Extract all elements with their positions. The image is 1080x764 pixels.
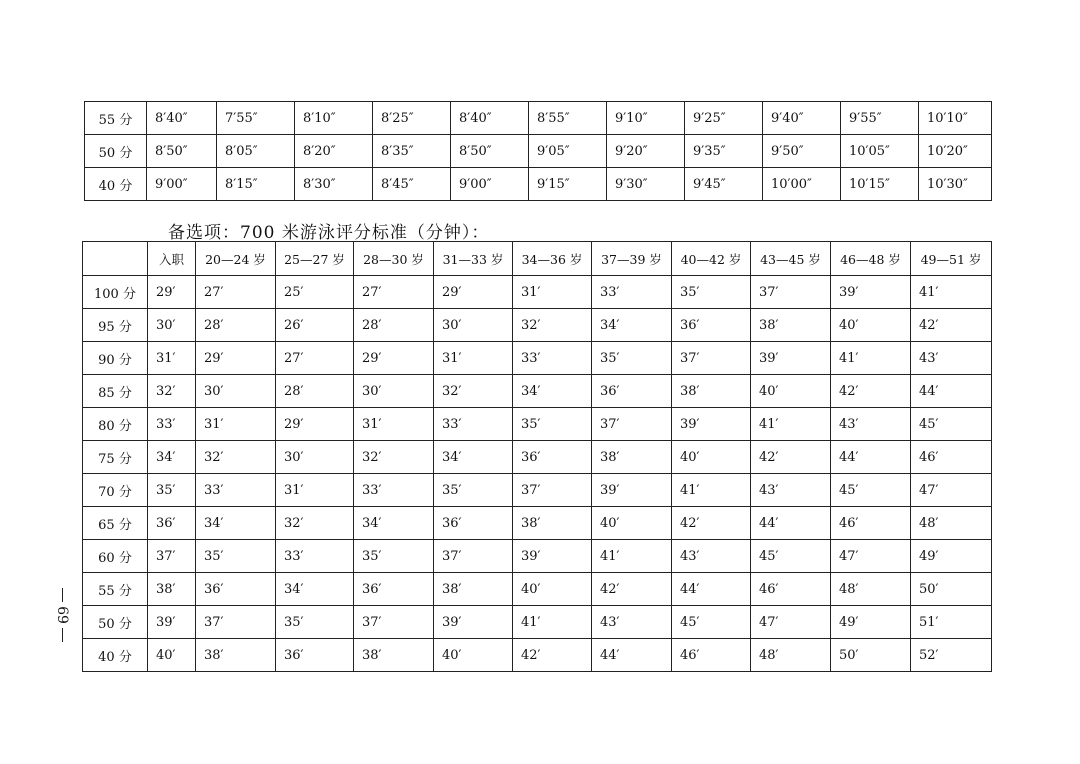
table-row xyxy=(83,573,992,606)
time-value-cell: 46′ xyxy=(831,507,911,540)
table-row xyxy=(83,342,992,375)
time-value-cell: 37′ xyxy=(148,540,196,573)
time-value-cell: 30′ xyxy=(434,309,513,342)
time-value-cell: 40′ xyxy=(513,573,592,606)
time-value-cell: 9′45″ xyxy=(685,168,763,201)
time-value-cell: 29′ xyxy=(276,408,354,441)
time-value-cell: 8′45″ xyxy=(373,168,451,201)
time-value-cell: 9′00″ xyxy=(147,168,217,201)
time-value-cell: 29′ xyxy=(354,342,434,375)
score-label-cell: 40 分 xyxy=(85,168,147,201)
table-row xyxy=(85,168,992,201)
time-value-cell: 33′ xyxy=(354,474,434,507)
time-value-cell: 8′50″ xyxy=(147,135,217,168)
page-number-value: 69 xyxy=(53,606,70,624)
time-value-cell: 42′ xyxy=(513,639,592,672)
table-row xyxy=(83,606,992,639)
time-value-cell: 29′ xyxy=(434,276,513,309)
column-header: 49—51 岁 xyxy=(911,242,992,276)
time-value-cell: 46′ xyxy=(672,639,751,672)
time-value-cell: 7′55″ xyxy=(217,102,295,135)
time-value-cell: 44′ xyxy=(831,441,911,474)
time-value-cell: 30′ xyxy=(196,375,276,408)
time-value-cell: 47′ xyxy=(751,606,831,639)
time-value-cell: 27′ xyxy=(276,342,354,375)
score-label-cell: 100 分 xyxy=(83,276,148,309)
time-value-cell: 40′ xyxy=(434,639,513,672)
time-value-cell: 8′10″ xyxy=(295,102,373,135)
time-value-cell: 38′ xyxy=(513,507,592,540)
time-value-cell: 35′ xyxy=(513,408,592,441)
time-value-cell: 33′ xyxy=(276,540,354,573)
table-row xyxy=(85,135,992,168)
time-value-cell: 37′ xyxy=(354,606,434,639)
time-value-cell: 45′ xyxy=(751,540,831,573)
time-value-cell: 26′ xyxy=(276,309,354,342)
time-value-cell: 10′00″ xyxy=(763,168,841,201)
time-value-cell: 8′35″ xyxy=(373,135,451,168)
time-value-cell: 10′30″ xyxy=(919,168,992,201)
time-value-cell: 33′ xyxy=(592,276,672,309)
time-value-cell: 27′ xyxy=(196,276,276,309)
table-row xyxy=(83,441,992,474)
time-value-cell: 34′ xyxy=(148,441,196,474)
score-label-cell: 55 分 xyxy=(83,573,148,606)
time-value-cell: 8′05″ xyxy=(217,135,295,168)
time-value-cell: 34′ xyxy=(196,507,276,540)
time-value-cell: 50′ xyxy=(911,573,992,606)
time-value-cell: 35′ xyxy=(672,276,751,309)
time-value-cell: 8′50″ xyxy=(451,135,529,168)
table-row xyxy=(83,639,992,672)
column-header: 34—36 岁 xyxy=(513,242,592,276)
time-value-cell: 34′ xyxy=(354,507,434,540)
header-row xyxy=(83,242,992,276)
page-number-dash xyxy=(62,588,63,602)
time-value-cell: 31′ xyxy=(196,408,276,441)
time-value-cell: 32′ xyxy=(148,375,196,408)
section-title: 备选项：700 米游泳评分标准（分钟）： xyxy=(168,223,490,243)
time-value-cell: 33′ xyxy=(513,342,592,375)
time-value-cell: 37′ xyxy=(196,606,276,639)
table-row xyxy=(83,276,992,309)
time-value-cell: 40′ xyxy=(148,639,196,672)
score-label-cell: 70 分 xyxy=(83,474,148,507)
time-value-cell: 9′25″ xyxy=(685,102,763,135)
time-value-cell: 37′ xyxy=(751,276,831,309)
time-value-cell: 49′ xyxy=(911,540,992,573)
table-row xyxy=(83,507,992,540)
time-value-cell: 28′ xyxy=(196,309,276,342)
time-value-cell: 36′ xyxy=(276,639,354,672)
time-value-cell: 28′ xyxy=(276,375,354,408)
time-value-cell: 30′ xyxy=(276,441,354,474)
time-value-cell: 8′20″ xyxy=(295,135,373,168)
time-value-cell: 51′ xyxy=(911,606,992,639)
table-row xyxy=(83,309,992,342)
column-header: 入职 xyxy=(148,242,196,276)
time-value-cell: 8′15″ xyxy=(217,168,295,201)
time-value-cell: 9′40″ xyxy=(763,102,841,135)
column-header: 40—42 岁 xyxy=(672,242,751,276)
time-value-cell: 27′ xyxy=(354,276,434,309)
time-value-cell: 25′ xyxy=(276,276,354,309)
time-value-cell: 43′ xyxy=(831,408,911,441)
time-value-cell: 29′ xyxy=(148,276,196,309)
time-value-cell: 35′ xyxy=(592,342,672,375)
running-score-table xyxy=(84,101,992,201)
time-value-cell: 34′ xyxy=(434,441,513,474)
time-value-cell: 36′ xyxy=(434,507,513,540)
time-value-cell: 28′ xyxy=(354,309,434,342)
time-value-cell: 44′ xyxy=(672,573,751,606)
time-value-cell: 44′ xyxy=(911,375,992,408)
time-value-cell: 40′ xyxy=(831,309,911,342)
time-value-cell: 50′ xyxy=(831,639,911,672)
time-value-cell: 43′ xyxy=(672,540,751,573)
time-value-cell: 52′ xyxy=(911,639,992,672)
time-value-cell: 38′ xyxy=(196,639,276,672)
time-value-cell: 10′20″ xyxy=(919,135,992,168)
time-value-cell: 31′ xyxy=(354,408,434,441)
time-value-cell: 48′ xyxy=(751,639,831,672)
time-value-cell: 35′ xyxy=(434,474,513,507)
column-header: 31—33 岁 xyxy=(434,242,513,276)
column-header: 20—24 岁 xyxy=(196,242,276,276)
corner-cell xyxy=(83,242,148,276)
time-value-cell: 33′ xyxy=(148,408,196,441)
score-label-cell: 75 分 xyxy=(83,441,148,474)
time-value-cell: 9′50″ xyxy=(763,135,841,168)
time-value-cell: 44′ xyxy=(592,639,672,672)
table-row xyxy=(85,102,992,135)
time-value-cell: 36′ xyxy=(672,309,751,342)
time-value-cell: 32′ xyxy=(196,441,276,474)
time-value-cell: 31′ xyxy=(276,474,354,507)
time-value-cell: 36′ xyxy=(196,573,276,606)
time-value-cell: 41′ xyxy=(592,540,672,573)
swim-score-table xyxy=(82,241,992,672)
score-label-cell: 95 分 xyxy=(83,309,148,342)
time-value-cell: 40′ xyxy=(672,441,751,474)
time-value-cell: 32′ xyxy=(354,441,434,474)
time-value-cell: 43′ xyxy=(592,606,672,639)
column-header: 28—30 岁 xyxy=(354,242,434,276)
time-value-cell: 45′ xyxy=(672,606,751,639)
time-value-cell: 33′ xyxy=(196,474,276,507)
time-value-cell: 9′10″ xyxy=(607,102,685,135)
time-value-cell: 42′ xyxy=(751,441,831,474)
time-value-cell: 39′ xyxy=(148,606,196,639)
time-value-cell: 9′15″ xyxy=(529,168,607,201)
time-value-cell: 45′ xyxy=(911,408,992,441)
time-value-cell: 38′ xyxy=(434,573,513,606)
score-label-cell: 40 分 xyxy=(83,639,148,672)
score-label-cell: 55 分 xyxy=(85,102,147,135)
time-value-cell: 42′ xyxy=(831,375,911,408)
time-value-cell: 31′ xyxy=(434,342,513,375)
score-label-cell: 50 分 xyxy=(83,606,148,639)
time-value-cell: 42′ xyxy=(672,507,751,540)
time-value-cell: 34′ xyxy=(592,309,672,342)
score-label-cell: 90 分 xyxy=(83,342,148,375)
time-value-cell: 8′30″ xyxy=(295,168,373,201)
swim-score-table-body xyxy=(83,242,992,672)
time-value-cell: 41′ xyxy=(751,408,831,441)
time-value-cell: 42′ xyxy=(911,309,992,342)
time-value-cell: 37′ xyxy=(592,408,672,441)
time-value-cell: 41′ xyxy=(513,606,592,639)
time-value-cell: 41′ xyxy=(831,342,911,375)
time-value-cell: 47′ xyxy=(831,540,911,573)
column-header: 37—39 岁 xyxy=(592,242,672,276)
time-value-cell: 9′05″ xyxy=(529,135,607,168)
time-value-cell: 8′40″ xyxy=(147,102,217,135)
score-label-cell: 50 分 xyxy=(85,135,147,168)
time-value-cell: 43′ xyxy=(911,342,992,375)
time-value-cell: 38′ xyxy=(354,639,434,672)
time-value-cell: 39′ xyxy=(831,276,911,309)
time-value-cell: 38′ xyxy=(751,309,831,342)
time-value-cell: 40′ xyxy=(751,375,831,408)
column-header: 25—27 岁 xyxy=(276,242,354,276)
time-value-cell: 9′30″ xyxy=(607,168,685,201)
time-value-cell: 32′ xyxy=(513,309,592,342)
time-value-cell: 46′ xyxy=(751,573,831,606)
time-value-cell: 38′ xyxy=(672,375,751,408)
time-value-cell: 10′05″ xyxy=(841,135,919,168)
table-row xyxy=(83,474,992,507)
time-value-cell: 29′ xyxy=(196,342,276,375)
time-value-cell: 8′25″ xyxy=(373,102,451,135)
time-value-cell: 34′ xyxy=(276,573,354,606)
score-label-cell: 85 分 xyxy=(83,375,148,408)
time-value-cell: 41′ xyxy=(911,276,992,309)
time-value-cell: 34′ xyxy=(513,375,592,408)
time-value-cell: 31′ xyxy=(148,342,196,375)
time-value-cell: 35′ xyxy=(148,474,196,507)
time-value-cell: 47′ xyxy=(911,474,992,507)
time-value-cell: 46′ xyxy=(911,441,992,474)
time-value-cell: 8′55″ xyxy=(529,102,607,135)
time-value-cell: 40′ xyxy=(592,507,672,540)
score-label-cell: 60 分 xyxy=(83,540,148,573)
time-value-cell: 9′20″ xyxy=(607,135,685,168)
table-row xyxy=(83,375,992,408)
time-value-cell: 36′ xyxy=(148,507,196,540)
time-value-cell: 32′ xyxy=(434,375,513,408)
table-row xyxy=(83,408,992,441)
time-value-cell: 41′ xyxy=(672,474,751,507)
time-value-cell: 32′ xyxy=(276,507,354,540)
time-value-cell: 33′ xyxy=(434,408,513,441)
time-value-cell: 48′ xyxy=(911,507,992,540)
time-value-cell: 36′ xyxy=(354,573,434,606)
time-value-cell: 10′15″ xyxy=(841,168,919,201)
time-value-cell: 45′ xyxy=(831,474,911,507)
time-value-cell: 9′35″ xyxy=(685,135,763,168)
time-value-cell: 36′ xyxy=(592,375,672,408)
time-value-cell: 9′55″ xyxy=(841,102,919,135)
running-score-table-body xyxy=(85,102,992,201)
page-number-dash xyxy=(62,628,63,642)
time-value-cell: 35′ xyxy=(196,540,276,573)
time-value-cell: 39′ xyxy=(513,540,592,573)
time-value-cell: 36′ xyxy=(513,441,592,474)
time-value-cell: 31′ xyxy=(513,276,592,309)
table-row xyxy=(83,540,992,573)
column-header: 46—48 岁 xyxy=(831,242,911,276)
page-number xyxy=(52,585,72,645)
time-value-cell: 43′ xyxy=(751,474,831,507)
time-value-cell: 9′00″ xyxy=(451,168,529,201)
time-value-cell: 10′10″ xyxy=(919,102,992,135)
time-value-cell: 44′ xyxy=(751,507,831,540)
time-value-cell: 37′ xyxy=(672,342,751,375)
time-value-cell: 30′ xyxy=(354,375,434,408)
score-label-cell: 80 分 xyxy=(83,408,148,441)
time-value-cell: 49′ xyxy=(831,606,911,639)
time-value-cell: 39′ xyxy=(434,606,513,639)
time-value-cell: 38′ xyxy=(592,441,672,474)
time-value-cell: 8′40″ xyxy=(451,102,529,135)
time-value-cell: 30′ xyxy=(148,309,196,342)
column-header: 43—45 岁 xyxy=(751,242,831,276)
score-label-cell: 65 分 xyxy=(83,507,148,540)
time-value-cell: 39′ xyxy=(592,474,672,507)
time-value-cell: 35′ xyxy=(276,606,354,639)
time-value-cell: 35′ xyxy=(354,540,434,573)
time-value-cell: 48′ xyxy=(831,573,911,606)
time-value-cell: 39′ xyxy=(672,408,751,441)
time-value-cell: 38′ xyxy=(148,573,196,606)
time-value-cell: 37′ xyxy=(434,540,513,573)
time-value-cell: 39′ xyxy=(751,342,831,375)
time-value-cell: 42′ xyxy=(592,573,672,606)
time-value-cell: 37′ xyxy=(513,474,592,507)
